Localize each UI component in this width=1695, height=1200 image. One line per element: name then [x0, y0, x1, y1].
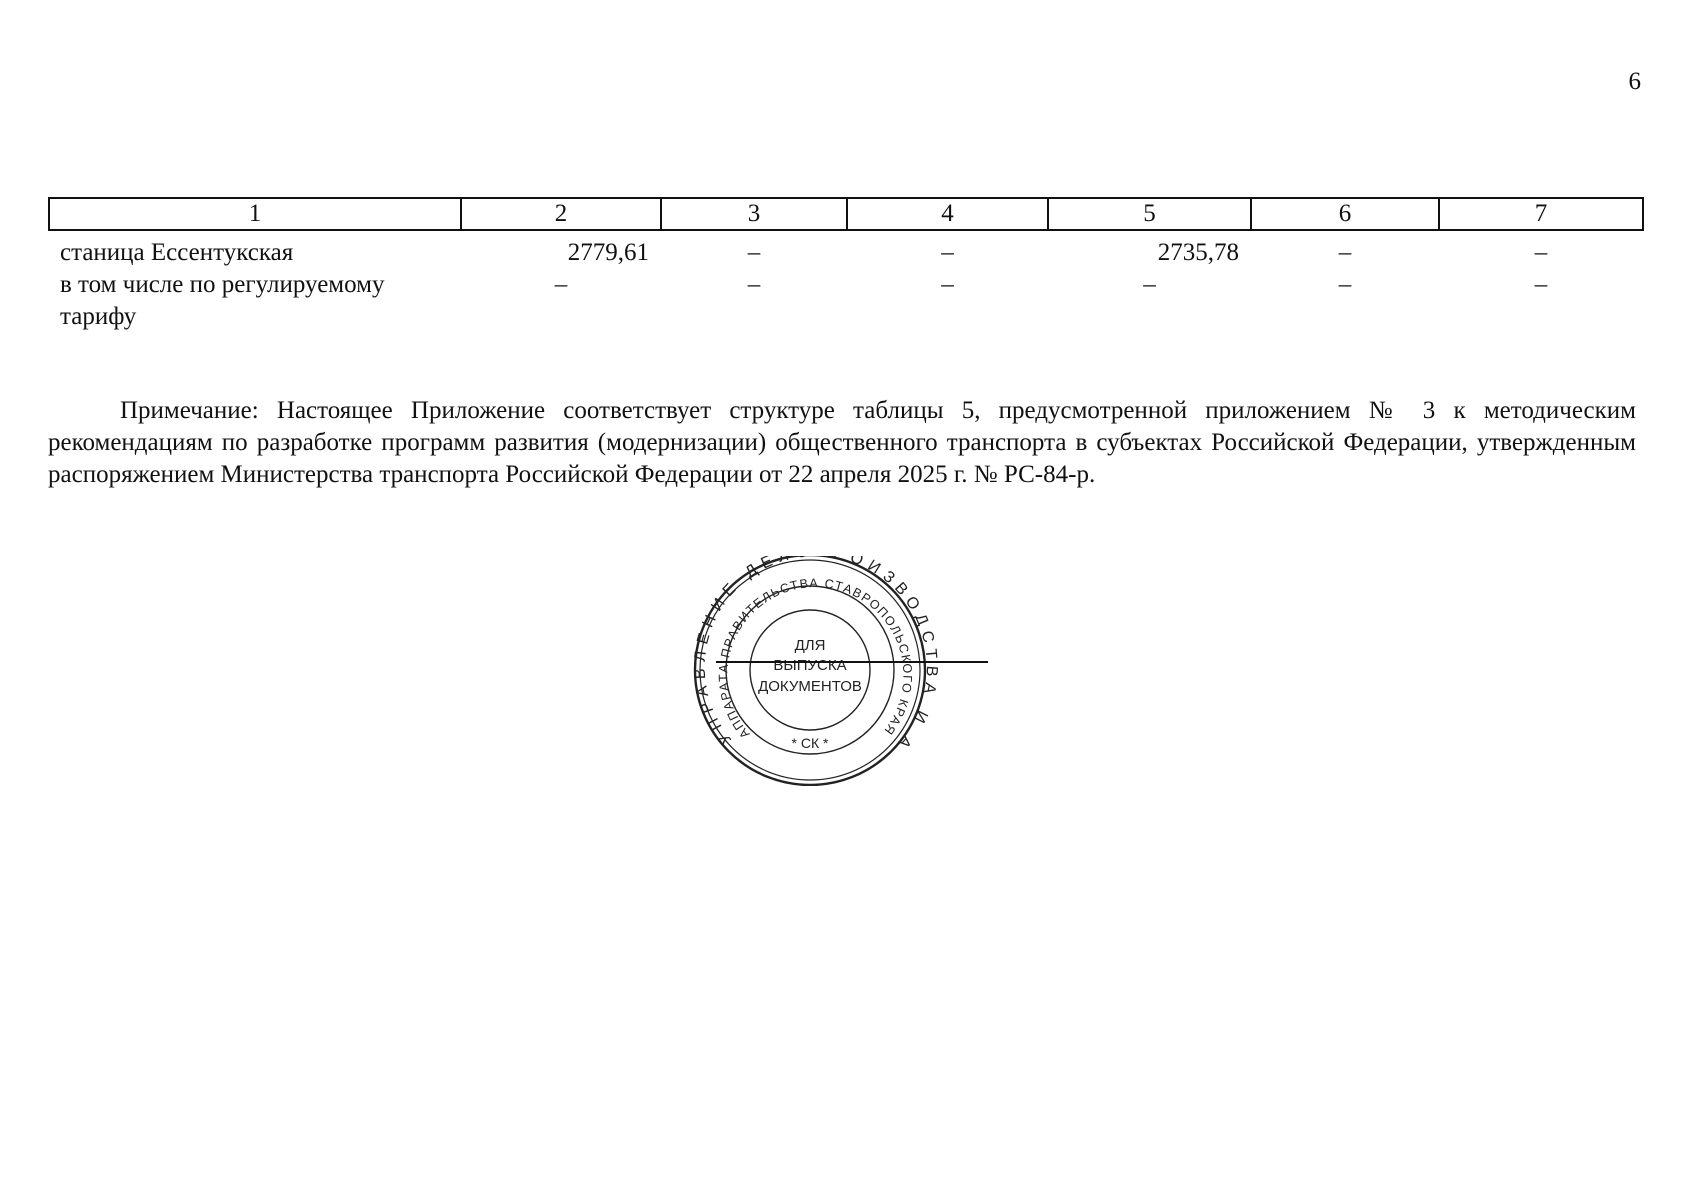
table-cell: – [1143, 271, 1156, 298]
column-header: 3 [661, 198, 847, 230]
stamp-center-line: ДЛЯ [794, 637, 826, 654]
table-cell: – [1534, 239, 1548, 266]
note-paragraph [48, 395, 1636, 491]
column-header: 7 [1439, 198, 1643, 230]
column-header: 4 [847, 198, 1048, 230]
table-cell: – [554, 271, 568, 298]
stamp-outer-ring-text: УПРАВЛЕНИЕ ДЕ ОИЗВОДСТВА И А [691, 556, 941, 756]
table-cell: – [1338, 239, 1352, 266]
row-label: станица Ессентукская [60, 239, 294, 266]
stamp-center-line: ДОКУМЕНТОВ [758, 678, 862, 695]
data-table [48, 197, 1642, 333]
table-cell: – [1534, 271, 1548, 298]
table-cell: 2735,78 [1157, 239, 1239, 266]
table-cell: – [941, 239, 954, 266]
table-cell: – [1338, 271, 1352, 298]
table-cell: – [941, 271, 954, 298]
table-header-row [49, 198, 1643, 230]
column-header: 6 [1251, 198, 1439, 230]
table-cell: – [747, 271, 761, 298]
official-stamp [668, 556, 998, 786]
note-text: Примечание: Настоящее Приложение соответствует структуре таблицы 5, предусмотренной приложением № 3 к методическим рекомендациям по разработке программ развития (модернизации) общественного транспорта в субъектах Российской Федерации, утвержденным распоряжением Министерства транспорта Российской Федерации от 22 апреля 2025 г. № РС-84-р. [48, 397, 1636, 488]
stamp-center-line: ВЫПУСКА [773, 657, 847, 674]
page-number: 6 [1628, 68, 1641, 95]
table-cell: – [747, 239, 761, 266]
column-header: 5 [1048, 198, 1251, 230]
stamp-inner-ring-text: АППАРАТА ПРАВИТЕЛЬСТВА СТАВРОПОЛЬСКОГО КРАЯ [716, 576, 915, 742]
table-cell: 2779,61 [567, 239, 649, 266]
row-label: в том числе по регулируемому тарифу [60, 271, 385, 330]
stamp-bottom-mark: * СК * [791, 735, 829, 751]
table-row [49, 269, 1643, 333]
stamp-seal-image [668, 556, 998, 786]
column-header: 2 [461, 198, 661, 230]
table-row [49, 230, 1643, 269]
column-header: 1 [49, 198, 461, 230]
